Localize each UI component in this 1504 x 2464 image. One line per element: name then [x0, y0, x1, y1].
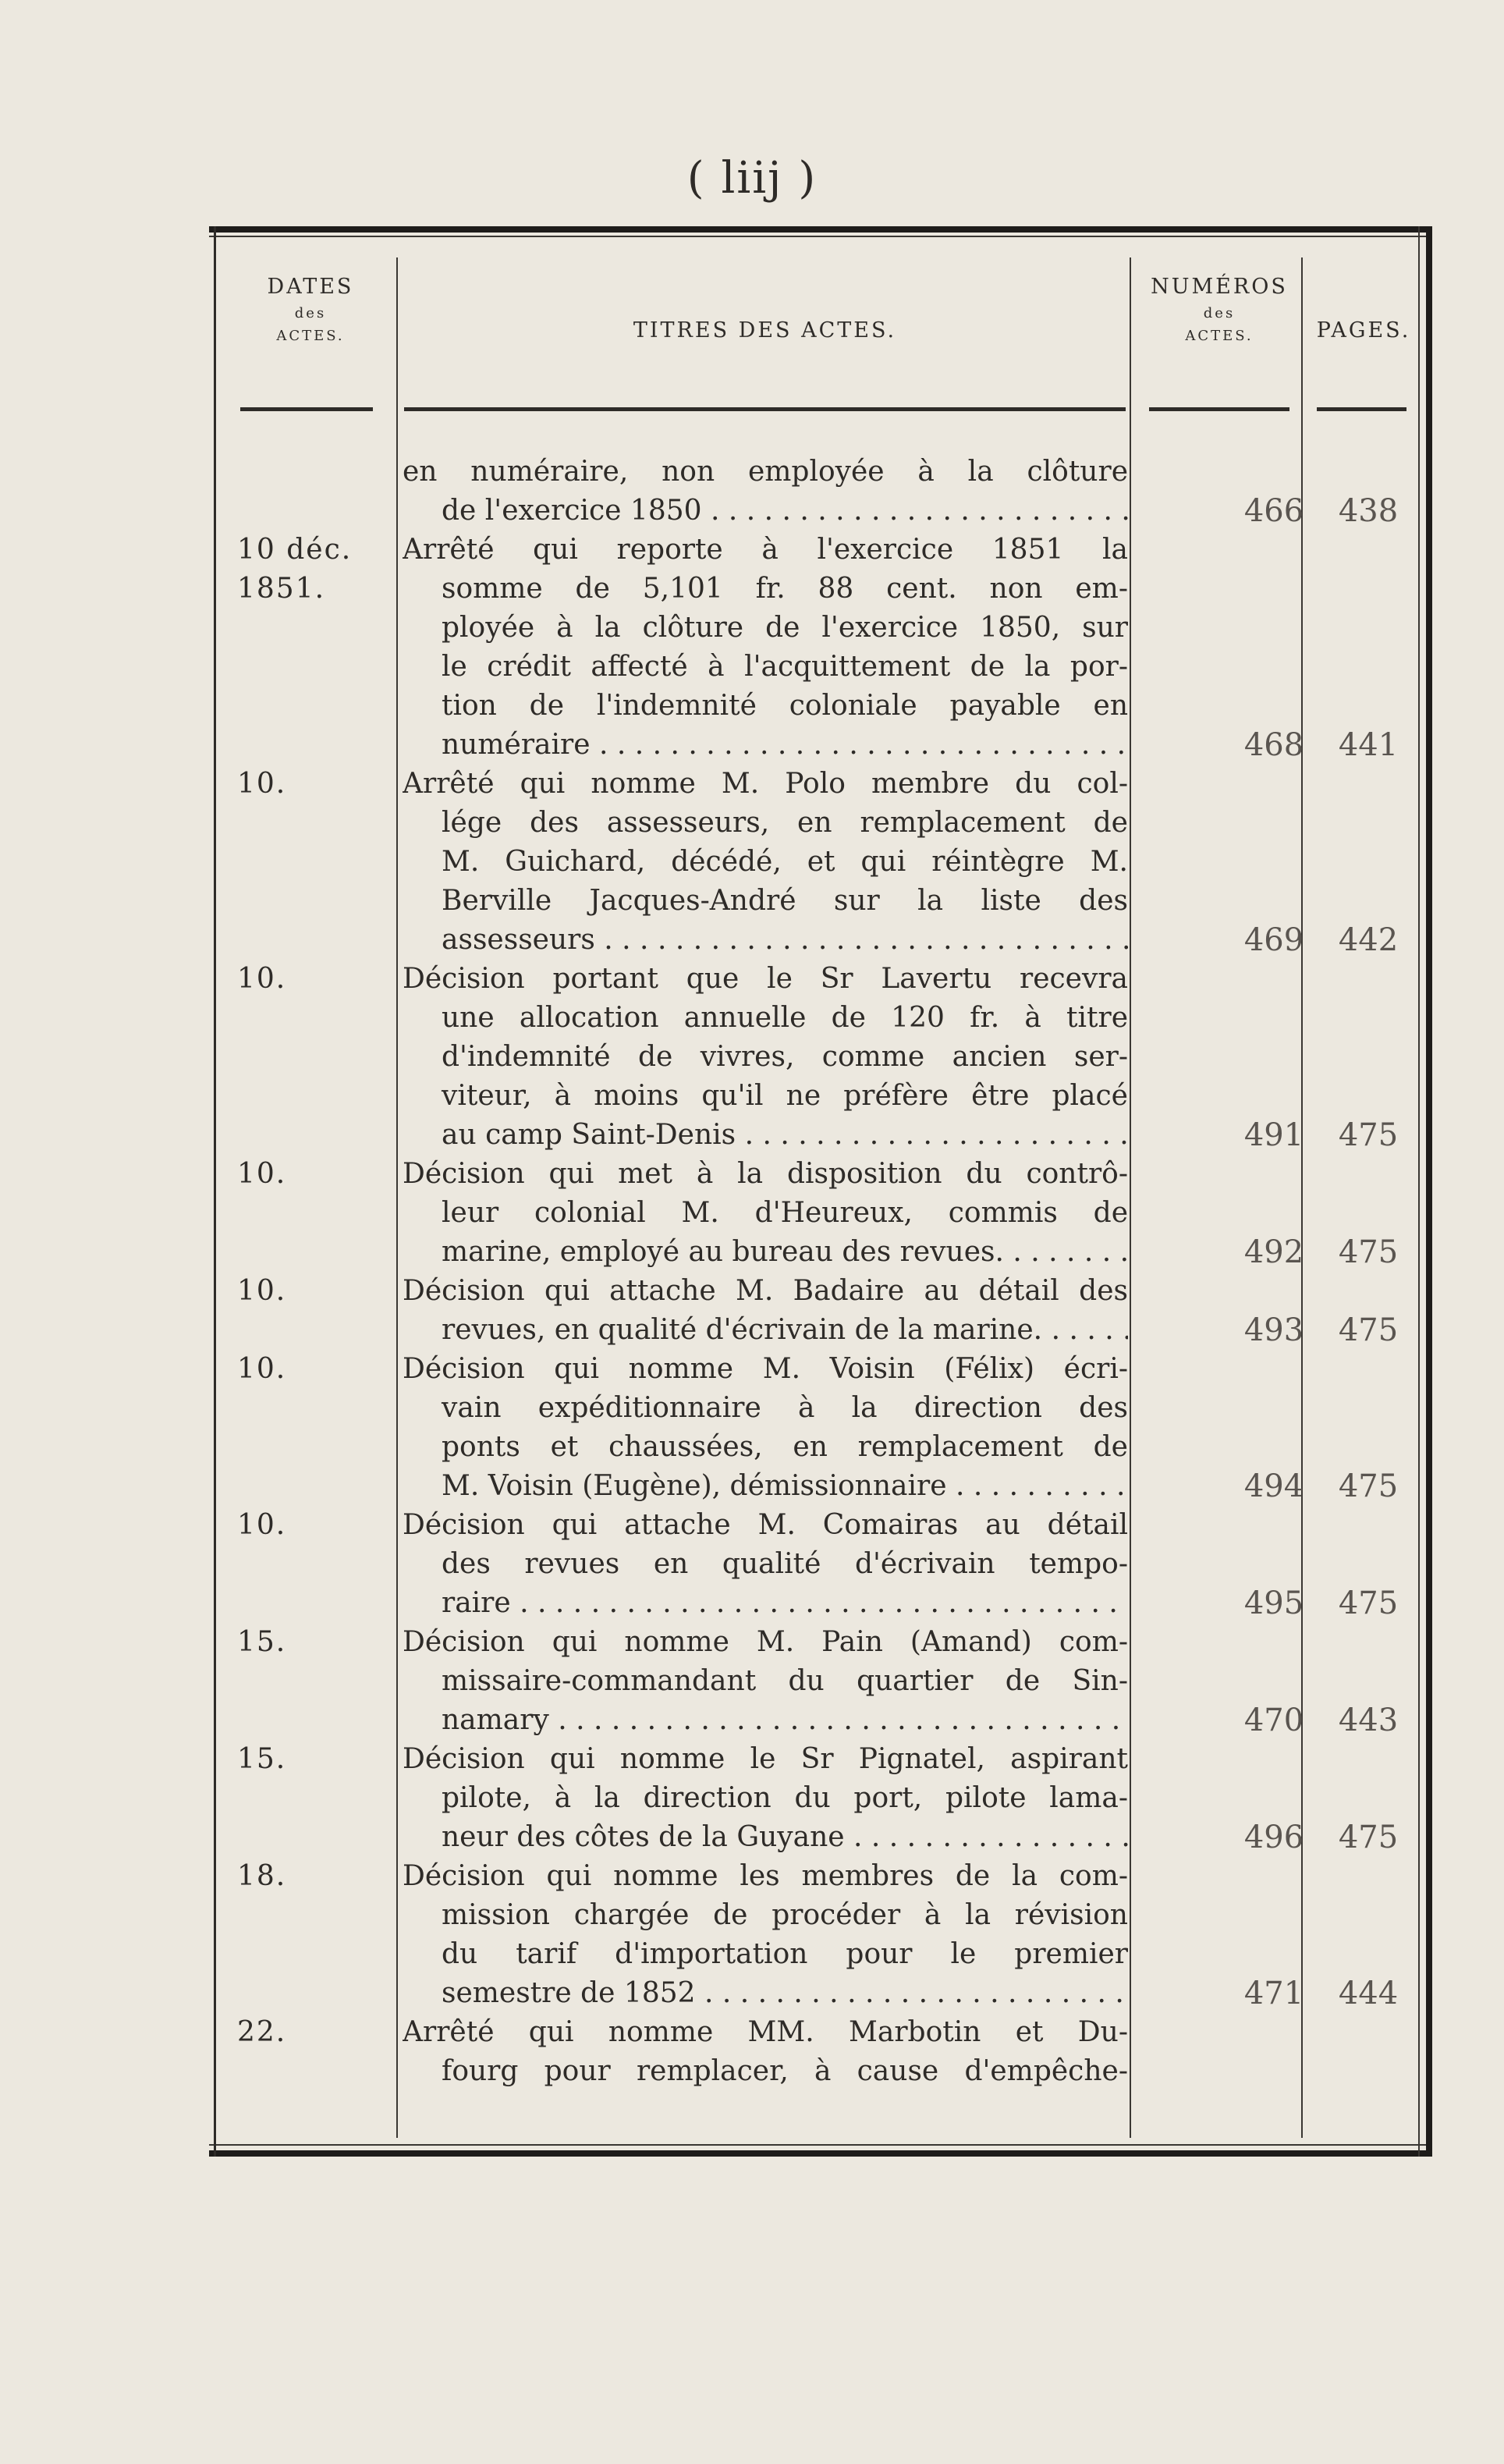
act-date	[237, 1155, 393, 1194]
header-numbers-label: NUMÉROS	[1151, 275, 1288, 299]
act-page: 475	[1338, 1468, 1399, 1504]
act-date	[237, 2013, 393, 2052]
act-date	[237, 1506, 393, 1545]
table-row	[209, 1740, 1432, 1857]
act-date-date1: 10.	[237, 768, 287, 800]
act-title	[403, 1155, 1128, 1272]
table-top-rule	[209, 236, 1432, 237]
page-header: ( liij )	[686, 153, 818, 204]
act-number: 491	[1243, 1117, 1304, 1153]
act-title-line: Arrêté qui nomme MM. Marbotin et Du-	[403, 2016, 1128, 2048]
act-date	[237, 1623, 393, 1662]
titles-header-underline	[404, 407, 1126, 411]
act-title-line: Décision qui nomme le Sr Pignatel, aspirant	[403, 1743, 1128, 1775]
table-row	[209, 1857, 1432, 2013]
header-numbers-sub2: ACTES.	[1185, 328, 1254, 344]
numbers-header-underline	[1149, 407, 1289, 411]
act-number: 471	[1243, 1976, 1304, 2011]
act-title	[403, 1350, 1128, 1506]
act-number: 493	[1243, 1312, 1304, 1348]
acts-table	[209, 226, 1432, 2157]
act-page: 475	[1338, 1117, 1399, 1153]
act-number: 494	[1243, 1468, 1304, 1504]
act-page: 438	[1338, 493, 1399, 529]
act-title	[403, 2013, 1128, 2091]
act-title	[403, 453, 1128, 531]
act-title-line: ployée à la clôture de l'exercice 1850, sur	[442, 612, 1128, 644]
act-title	[403, 1740, 1128, 1857]
table-row	[209, 765, 1432, 960]
act-date-date1: 15.	[237, 1626, 287, 1658]
act-title-line: revues, en qualité d'écrivain de la marine. . . .	[403, 1311, 1128, 1350]
header-pages-label: PAGES.	[1316, 318, 1411, 343]
act-title-line: numéraire . . .	[403, 726, 1128, 765]
pages-header-underline	[1317, 407, 1406, 411]
act-title	[403, 531, 1128, 765]
act-title-line: une allocation annuelle de 120 fr. à titre	[442, 1002, 1128, 1034]
act-date-date1: 10.	[237, 1158, 287, 1190]
act-title-line: Berville Jacques-André sur la liste des	[442, 885, 1128, 917]
act-date-date1: 22.	[237, 2016, 287, 2048]
table-row	[209, 2013, 1432, 2091]
act-title-line: Décision qui nomme M. Pain (Amand) com-	[403, 1626, 1128, 1658]
act-number: 470	[1243, 1702, 1304, 1738]
table-row	[209, 1623, 1432, 1740]
act-title-line: le crédit affecté à l'acquittement de la por-	[442, 651, 1128, 683]
act-date	[237, 960, 393, 999]
header-numbers-sub1: des	[1203, 305, 1236, 321]
act-title-line: lége des assesseurs, en remplacement de	[442, 807, 1128, 839]
header-numbers	[1141, 275, 1297, 344]
act-number: 468	[1243, 727, 1304, 763]
act-title	[403, 765, 1128, 960]
act-page: 442	[1338, 922, 1399, 958]
act-title-line: M. Guichard, décédé, et qui réintègre M.	[442, 846, 1128, 878]
table-body	[209, 453, 1432, 2091]
dates-header-underline	[240, 407, 373, 411]
header-dates-sub1: des	[294, 305, 327, 321]
act-title-line: de l'exercice 1850 . . .	[403, 492, 1128, 531]
act-date	[237, 1740, 393, 1779]
act-title-line: en numéraire, non employée à la clôture	[403, 456, 1128, 488]
table-bottom-rule	[209, 2144, 1432, 2146]
act-title	[403, 1506, 1128, 1623]
act-title-line: raire . . .	[403, 1584, 1128, 1623]
act-title-line: ponts et chaussées, en remplacement de	[442, 1431, 1128, 1463]
act-title-line: Décision qui attache M. Comairas au détail	[403, 1509, 1128, 1541]
act-title-line: pilote, à la direction du port, pilote lama-	[442, 1782, 1128, 1814]
header-pages	[1305, 318, 1422, 343]
act-date-date1: 10.	[237, 1353, 287, 1385]
act-page: 441	[1338, 727, 1399, 763]
act-title	[403, 960, 1128, 1155]
header-dates-label: DATES	[267, 275, 354, 299]
act-date	[237, 1857, 393, 1896]
act-date-date1: 10.	[237, 1509, 287, 1541]
header-titles-label: TITRES DES ACTES.	[633, 318, 897, 343]
act-title-line: fourg pour remplacer, à cause d'empêche-	[442, 2055, 1128, 2087]
act-title-line: semestre de 1852 . . .	[403, 1974, 1128, 2013]
table-row	[209, 1350, 1432, 1506]
act-number: 492	[1243, 1234, 1304, 1270]
act-title-line: Décision portant que le Sr Lavertu recevra	[403, 963, 1128, 995]
header-dates	[240, 275, 381, 344]
act-title-line: neur des côtes de la Guyane . . .	[403, 1818, 1128, 1857]
act-date-date1: 10.	[237, 1275, 287, 1307]
table-row	[209, 1506, 1432, 1623]
act-title-line: tion de l'indemnité coloniale payable en	[442, 690, 1128, 722]
act-date	[237, 765, 393, 804]
act-title-line: Arrêté qui reporte à l'exercice 1851 la	[403, 534, 1128, 566]
header-dates-sub2: ACTES.	[276, 328, 345, 344]
act-title-line: assesseurs . . .	[403, 921, 1128, 960]
act-title-line: du tarif d'importation pour le premier	[442, 1938, 1128, 1970]
act-number: 469	[1243, 922, 1304, 958]
act-title-line: mission chargée de procéder à la révision	[442, 1899, 1128, 1931]
act-title	[403, 1272, 1128, 1350]
act-title-line: M. Voisin (Eugène), démissionnaire . . .	[403, 1467, 1128, 1506]
act-number: 495	[1243, 1585, 1304, 1621]
act-title-line: Décision qui nomme les membres de la com-	[403, 1860, 1128, 1892]
act-number: 496	[1243, 1820, 1304, 1855]
table-bottom-border	[209, 2150, 1432, 2157]
table-row	[209, 453, 1432, 531]
act-page: 475	[1338, 1312, 1399, 1348]
act-date-date1: 18.	[237, 1860, 287, 1892]
act-page: 475	[1338, 1234, 1399, 1270]
table-row	[209, 1155, 1432, 1272]
act-date-date1: 15.	[237, 1743, 287, 1775]
table-row	[209, 531, 1432, 765]
act-page: 475	[1338, 1820, 1399, 1855]
act-page: 443	[1338, 1702, 1399, 1738]
act-title-line: Décision qui nomme M. Voisin (Félix) écri-	[403, 1353, 1128, 1385]
act-date-date1: 10 déc.	[237, 534, 353, 566]
header-titles	[404, 318, 1126, 343]
act-date-date1: 10.	[237, 963, 287, 995]
act-date	[237, 531, 393, 609]
act-title-line: Décision qui met à la disposition du contrô-	[403, 1158, 1128, 1190]
act-title-line: Arrêté qui nomme M. Polo membre du col-	[403, 768, 1128, 800]
act-date	[237, 1272, 393, 1311]
act-title-line: d'indemnité de vivres, comme ancien ser-	[442, 1041, 1128, 1073]
act-title-line: Décision qui attache M. Badaire au détail des	[403, 1275, 1128, 1307]
act-title-line: vain expéditionnaire à la direction des	[442, 1392, 1128, 1424]
act-page: 444	[1338, 1976, 1399, 2011]
act-number: 466	[1243, 493, 1304, 529]
act-title-line: missaire-commandant du quartier de Sin-	[442, 1665, 1128, 1697]
act-date	[237, 1350, 393, 1389]
act-title-line: viteur, à moins qu'il ne préfère être placé	[442, 1080, 1128, 1112]
act-page: 475	[1338, 1585, 1399, 1621]
act-title-line: somme de 5,101 fr. 88 cent. non em-	[442, 573, 1128, 605]
act-title-line: au camp Saint-Denis . . .	[403, 1116, 1128, 1155]
act-date-date2: 1851.	[237, 573, 326, 605]
act-title-line: marine, employé au bureau des revues. . . . . .	[403, 1233, 1128, 1272]
act-title-line: namary . . .	[403, 1701, 1128, 1740]
act-title-line: des revues en qualité d'écrivain tempo-	[442, 1548, 1128, 1580]
table-top-border	[209, 226, 1432, 233]
act-title-line: leur colonial M. d'Heureux, commis de	[442, 1197, 1128, 1229]
table-row	[209, 960, 1432, 1155]
table-row	[209, 1272, 1432, 1350]
act-title	[403, 1857, 1128, 2013]
act-title	[403, 1623, 1128, 1740]
